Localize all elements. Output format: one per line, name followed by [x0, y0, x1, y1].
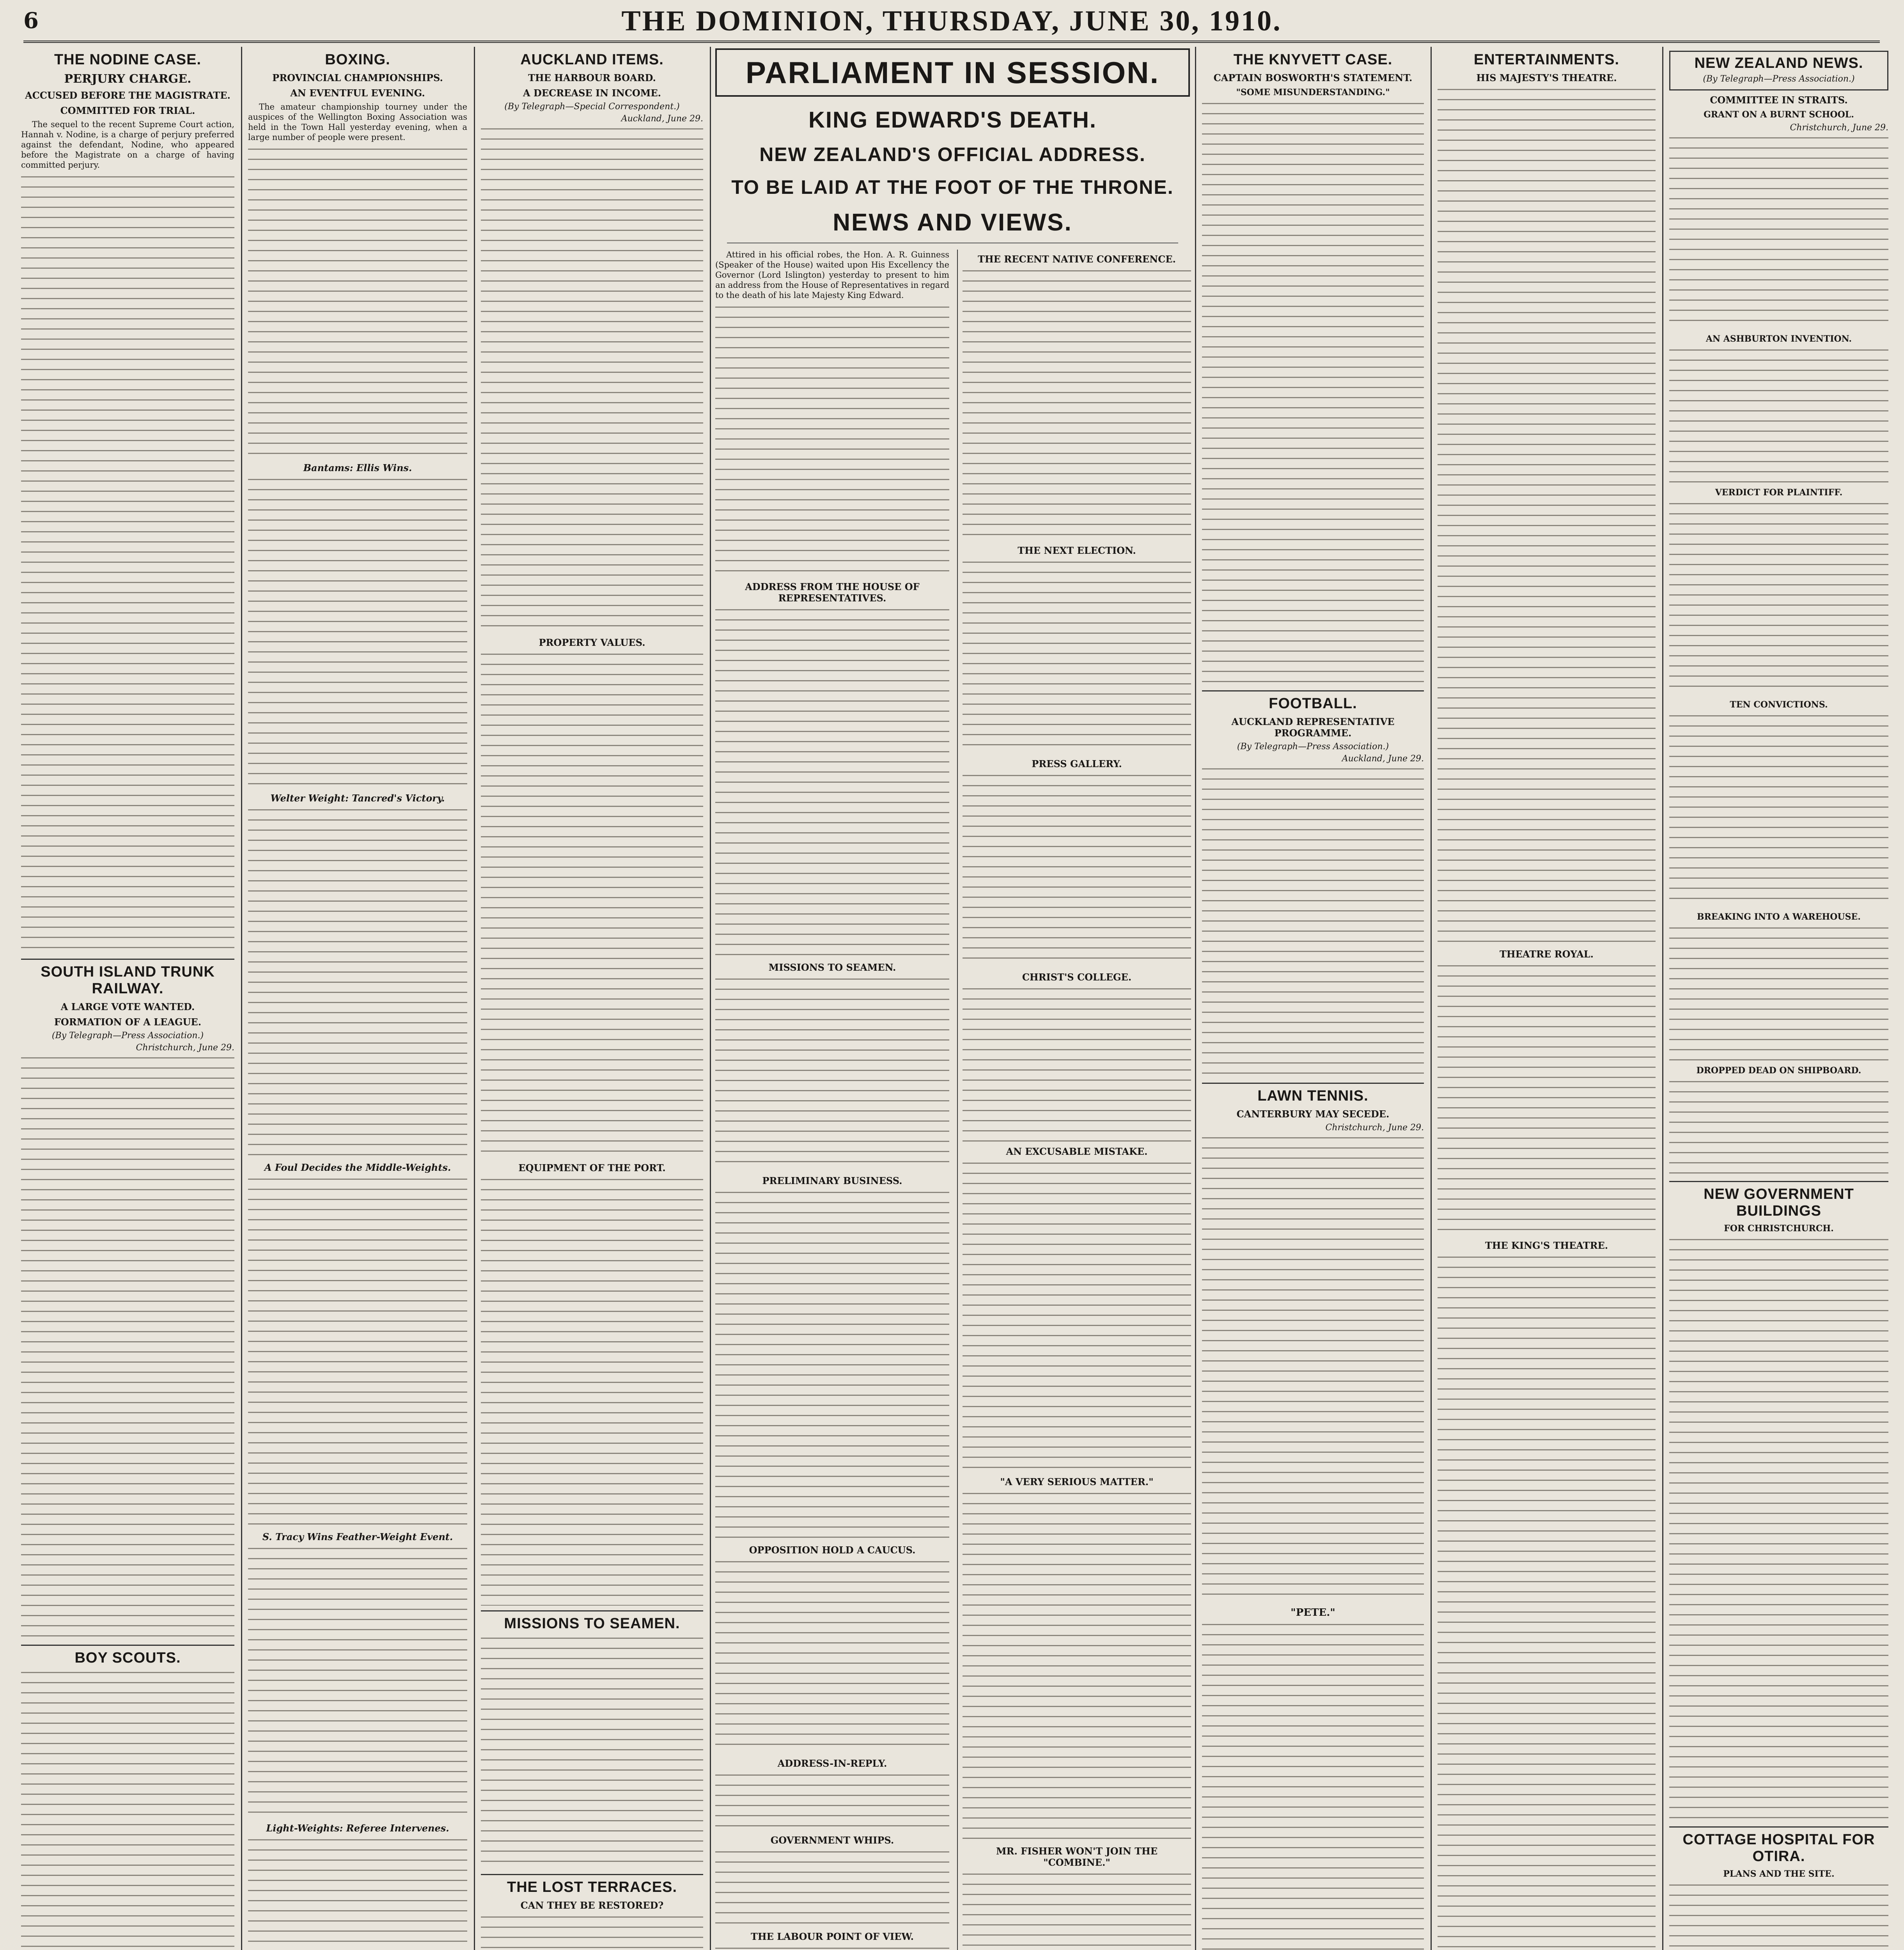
convictions-subhead: TEN CONVICTIONS.: [1730, 700, 1828, 710]
column-entertainments: [1432, 47, 1661, 1950]
govt-buildings-heading: NEW GOVERNMENT BUILDINGS: [1669, 1181, 1888, 1220]
welter-subhead: Welter Weight: Tancred's Victory.: [270, 792, 445, 804]
feather-weight-subhead: S. Tracy Wins Feather-Weight Event.: [262, 1531, 453, 1542]
masthead: [23, 5, 1880, 43]
large-vote-subhead: A LARGE VOTE WANTED.: [60, 1001, 195, 1012]
nodine-article-body: [21, 174, 234, 954]
address-in-reply-subhead: ADDRESS-IN-REPLY.: [777, 1758, 887, 1769]
gallery-body: [963, 773, 1191, 968]
preliminary-body: [715, 1190, 949, 1540]
misunderstanding-subhead: "SOME MISUNDERSTANDING.": [1236, 87, 1390, 98]
equipment-body: [481, 1177, 703, 1606]
column-rule: [710, 47, 711, 1950]
labour-body: [715, 1945, 949, 1950]
missions-heading: MISSIONS TO SEAMEN.: [481, 1610, 703, 1632]
column-rule: [1662, 47, 1663, 1950]
mistake-body: [963, 1160, 1191, 1472]
column-nodine-case: [16, 47, 240, 1950]
fisher-body: [963, 1871, 1191, 1950]
official-address-headline: NEW ZEALAND'S OFFICIAL ADDRESS.: [759, 144, 1146, 165]
bosworth-subhead: CAPTAIN BOSWORTH'S STATEMENT.: [1213, 72, 1413, 83]
boy-scouts-heading: BOY SCOUTS.: [21, 1645, 234, 1666]
committed-subhead: COMMITTED FOR TRIAL.: [60, 105, 195, 116]
boxing-heading: BOXING.: [325, 51, 390, 68]
reply-body: [715, 1772, 949, 1831]
theatre-royal-body: [1438, 963, 1656, 1236]
boy-scouts-body: [21, 1670, 234, 1950]
harbour-board-subhead: THE HARBOUR BOARD.: [528, 72, 656, 83]
native-body: [963, 268, 1191, 541]
canterbury-secede-subhead: CANTERBURY MAY SECEDE.: [1236, 1108, 1390, 1120]
pete-subhead: "PETE.": [1291, 1607, 1335, 1618]
press-credit: (By Telegraph—Press Association.): [51, 1031, 204, 1041]
feather-body: [248, 1546, 467, 1819]
nz-news-heading: NEW ZEALAND NEWS.: [1694, 55, 1863, 71]
tennis-dateline: Christchurch, June 29.: [1325, 1123, 1424, 1133]
railway-article-body: [21, 1055, 234, 1640]
ashburton-body: [1669, 347, 1888, 484]
property-body: [481, 651, 703, 1158]
knyvett-body: [1202, 101, 1424, 686]
news-views-headline: NEWS AND VIEWS.: [833, 209, 1073, 236]
center-left-subcolumn: [715, 250, 949, 1950]
light-weights-subhead: Light-Weights: Referee Intervenes.: [266, 1822, 449, 1834]
auckland-dateline: Auckland, June 29.: [621, 114, 703, 124]
verdict-subhead: VERDICT FOR PLAINTIFF.: [1715, 488, 1843, 498]
verdict-body: [1669, 501, 1888, 696]
whips-subhead: GOVERNMENT WHIPS.: [770, 1835, 894, 1846]
shipboard-body: [1669, 1079, 1888, 1176]
burnt-school-subhead: GRANT ON A BURNT SCHOOL.: [1704, 110, 1854, 120]
school-body: [1669, 135, 1888, 330]
football-heading: FOOTBALL.: [1202, 690, 1424, 712]
caucus-subhead: OPPOSITION HOLD A CAUCUS.: [749, 1544, 916, 1556]
christchurch-subhead: FOR CHRISTCHURCH.: [1724, 1223, 1834, 1234]
light-body: [248, 1837, 467, 1950]
whips-body: [715, 1849, 949, 1927]
nz-news-credit: (By Telegraph—Press Association.): [1703, 74, 1855, 84]
championships-subhead: PROVINCIAL CHAMPIONSHIPS.: [272, 72, 443, 83]
excusable-mistake-subhead: AN EXCUSABLE MISTAKE.: [1006, 1146, 1148, 1157]
parliament-body: [715, 304, 949, 577]
football-dateline: Auckland, June 29.: [1342, 754, 1424, 764]
nz-news-box: [1669, 51, 1888, 90]
column-rule: [474, 47, 475, 1950]
restored-subhead: CAN THEY BE RESTORED?: [520, 1900, 664, 1911]
his-majestys-body: [1438, 87, 1656, 945]
preliminary-subhead: PRELIMINARY BUSINESS.: [762, 1175, 902, 1186]
parliament-banner: [715, 48, 1190, 97]
missions-seamen-body: [715, 976, 949, 1171]
address-body: [715, 607, 949, 958]
terraces-body: [481, 1914, 703, 1950]
tennis-body: [1202, 1135, 1424, 1603]
bantams-body: [248, 477, 467, 789]
newspaper-title: THE DOMINION, THURSDAY, JUNE 30, 1910.: [621, 5, 1282, 37]
football-body: [1202, 766, 1424, 1078]
warehouse-subhead: BREAKING INTO A WAREHOUSE.: [1697, 912, 1861, 922]
auckland-programme-subhead: AUCKLAND REPRESENTATIVE PROGRAMME.: [1231, 716, 1395, 739]
league-subhead: FORMATION OF A LEAGUE.: [54, 1016, 202, 1028]
theatre-royal-subhead: THEATRE ROYAL.: [1500, 948, 1594, 960]
entertainments-heading: ENTERTAINMENTS.: [1473, 51, 1620, 68]
his-majestys-subhead: HIS MAJESTY'S THEATRE.: [1476, 72, 1617, 83]
hospital-body: [1669, 1882, 1888, 1950]
foot-of-throne-headline: TO BE LAID AT THE FOOT OF THE THRONE.: [731, 176, 1174, 198]
ashburton-subhead: AN ASHBURTON INVENTION.: [1705, 334, 1852, 344]
knyvett-heading: THE KNYVETT CASE.: [1233, 51, 1393, 68]
shipboard-subhead: DROPPED DEAD ON SHIPBOARD.: [1696, 1065, 1861, 1076]
column-rule: [1431, 47, 1432, 1950]
column-knyvett: [1197, 47, 1429, 1950]
nodine-lead-paragraph: The sequel to the recent Supreme Court action, Hannah v. Nodine, is a charge of perjury preferred against the defendant, Nodine, who appeared before the Magistrate on a charge of having committed perjury.: [21, 120, 234, 170]
dateline: Christchurch, June 29.: [136, 1043, 234, 1053]
fisher-subhead: MR. FISHER WON'T JOIN THE "COMBINE.": [996, 1845, 1158, 1868]
next-election-subhead: THE NEXT ELECTION.: [1018, 545, 1136, 556]
special-correspondent-credit: (By Telegraph—Special Correspondent.): [504, 102, 680, 112]
missions-seamen-subhead: MISSIONS TO SEAMEN.: [768, 962, 896, 973]
auckland-heading: AUCKLAND ITEMS.: [520, 51, 664, 68]
accused-subhead: ACCUSED BEFORE THE MAGISTRATE.: [25, 90, 230, 101]
native-conference-subhead: THE RECENT NATIVE CONFERENCE.: [978, 254, 1176, 265]
burnt-school-dateline: Christchurch, June 29.: [1790, 123, 1888, 133]
nodine-case-heading: THE NODINE CASE.: [54, 51, 202, 68]
pete-body: [1202, 1622, 1424, 1950]
serious-matter-subhead: "A VERY SERIOUS MATTER.": [1000, 1476, 1154, 1487]
equipment-subhead: EQUIPMENT OF THE PORT.: [518, 1162, 666, 1174]
page-number: 6: [23, 8, 39, 34]
warehouse-body: [1669, 925, 1888, 1062]
eventful-subhead: AN EVENTFUL EVENING.: [290, 87, 425, 99]
harbour-body: [481, 126, 703, 633]
address-subhead: ADDRESS FROM THE HOUSE OF REPRESENTATIVES.: [745, 581, 920, 604]
football-credit: (By Telegraph—Press Association.): [1237, 742, 1389, 752]
press-gallery-subhead: PRESS GALLERY.: [1032, 758, 1122, 769]
kings-theatre-subhead: THE KING'S THEATRE.: [1485, 1240, 1608, 1251]
column-boxing: [243, 47, 473, 1950]
election-body: [963, 559, 1191, 754]
center-feature: [711, 46, 1194, 1950]
plans-site-subhead: PLANS AND THE SITE.: [1723, 1869, 1835, 1879]
caucus-body: [715, 1559, 949, 1754]
middle-weights-subhead: A Foul Decides the Middle-Weights.: [264, 1162, 451, 1173]
kings-theatre-body: [1438, 1254, 1656, 1950]
property-values-subhead: PROPERTY VALUES.: [539, 637, 645, 648]
center-right-subcolumn: [957, 250, 1191, 1950]
column-rule: [241, 47, 242, 1950]
bantams-subhead: Bantams: Ellis Wins.: [303, 462, 412, 473]
column-auckland: [475, 47, 709, 1950]
lost-terraces-heading: THE LOST TERRACES.: [481, 1874, 703, 1896]
straits-subhead: COMMITTEE IN STRAITS.: [1710, 94, 1848, 106]
buildings-body: [1669, 1237, 1888, 1822]
serious-body: [963, 1491, 1191, 1842]
christs-college-subhead: CHRIST'S COLLEGE.: [1022, 971, 1132, 983]
parliament-lead-paragraph: Attired in his official robes, the Hon. A. R. Guinness (Speaker of the House) waited upon His Excellency the Governor (Lord Islington) yesterday to present to him an address from the House of Representatives in regard to the death of his late Majesty King Edward.: [715, 250, 949, 300]
middle-body: [248, 1176, 467, 1527]
boxing-lead-paragraph: The amateur championship tourney under the auspices of the Wellington Boxing Association was held in the Town Hall yesterday evening, when a large number of people were present.: [248, 102, 467, 142]
boxing-body: [248, 146, 467, 458]
cottage-hospital-heading: COTTAGE HOSPITAL FOR OTIRA.: [1669, 1826, 1888, 1865]
lawn-tennis-heading: LAWN TENNIS.: [1202, 1083, 1424, 1104]
college-body: [963, 986, 1191, 1142]
perjury-subhead: PERJURY CHARGE.: [64, 72, 191, 86]
welter-body: [248, 807, 467, 1158]
center-subcolumns: [715, 250, 1190, 1950]
king-edward-headline: KING EDWARD'S DEATH.: [808, 107, 1097, 133]
column-rule: [1195, 47, 1196, 1950]
column-nz-news: [1664, 47, 1894, 1950]
convictions-body: [1669, 713, 1888, 908]
parliament-headline: PARLIAMENT IN SESSION.: [745, 55, 1160, 90]
south-island-railway-heading: SOUTH ISLAND TRUNK RAILWAY.: [21, 959, 234, 997]
labour-subhead: THE LABOUR POINT OF VIEW.: [751, 1931, 914, 1942]
missions-body: [481, 1635, 703, 1869]
decrease-subhead: A DECREASE IN INCOME.: [523, 87, 661, 99]
